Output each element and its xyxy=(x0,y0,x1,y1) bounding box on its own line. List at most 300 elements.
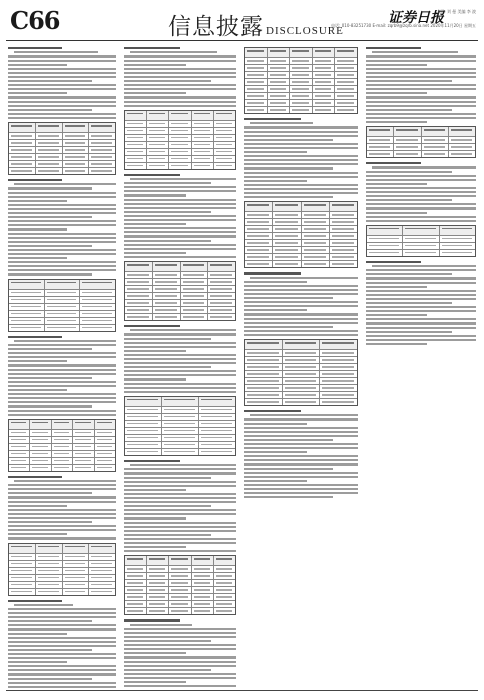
text-line xyxy=(124,64,186,66)
table-cell xyxy=(147,149,169,155)
table-cell xyxy=(52,458,73,464)
text-line xyxy=(244,309,307,311)
text-line xyxy=(8,105,116,107)
table-cell xyxy=(125,142,147,148)
text-line xyxy=(244,451,307,453)
table-cell xyxy=(245,219,273,225)
table-cell xyxy=(320,378,357,384)
text-line xyxy=(244,172,358,174)
table-row xyxy=(367,250,475,256)
table-cell xyxy=(9,123,36,132)
table-row xyxy=(367,151,475,157)
table-cell xyxy=(36,544,63,553)
text-line xyxy=(8,344,116,346)
table-cell xyxy=(273,240,301,246)
table-cell xyxy=(302,261,330,267)
table-cell xyxy=(52,437,73,443)
table-cell xyxy=(147,587,169,593)
table-row xyxy=(125,300,235,307)
table-row xyxy=(245,385,357,392)
table-cell xyxy=(36,140,63,146)
text-line xyxy=(8,265,116,267)
table-cell xyxy=(169,594,191,600)
table-cell xyxy=(208,307,235,313)
text-line xyxy=(124,227,236,229)
text-line xyxy=(124,632,236,634)
table-cell xyxy=(313,86,336,92)
table-cell xyxy=(367,127,394,136)
text-line xyxy=(8,220,116,222)
text-line xyxy=(8,525,116,527)
text-line xyxy=(8,208,116,210)
text-line xyxy=(124,354,236,356)
table-cell xyxy=(449,137,475,143)
text-line xyxy=(124,497,236,499)
table-cell xyxy=(199,414,235,420)
table-cell xyxy=(36,133,63,139)
text-line xyxy=(244,330,358,332)
table-cell xyxy=(169,156,191,162)
table-cell xyxy=(192,594,214,600)
text-line xyxy=(124,391,236,393)
table-cell xyxy=(169,566,191,572)
table-cell xyxy=(199,407,235,413)
text-line xyxy=(130,329,236,331)
table-row xyxy=(245,371,357,378)
text-line xyxy=(8,496,116,498)
table-cell xyxy=(245,86,268,92)
text-line xyxy=(124,387,236,389)
table-cell xyxy=(302,219,330,225)
table-cell xyxy=(169,556,191,565)
text-line xyxy=(244,126,358,128)
text-line xyxy=(8,241,116,243)
text-line xyxy=(130,51,217,53)
table-row xyxy=(125,293,235,300)
table-row xyxy=(245,399,357,405)
text-line xyxy=(8,101,116,103)
text-line xyxy=(8,637,116,639)
table-cell xyxy=(181,314,209,320)
text-line xyxy=(124,333,236,335)
table-row xyxy=(245,340,357,350)
text-line xyxy=(8,192,116,194)
table-cell xyxy=(290,58,313,64)
table-cell xyxy=(268,72,291,78)
text-line xyxy=(8,352,116,354)
table-cell xyxy=(214,163,235,169)
table-cell xyxy=(181,286,209,292)
text-line xyxy=(366,105,476,107)
table-cell xyxy=(169,608,191,614)
table-cell xyxy=(313,79,336,85)
table-cell xyxy=(9,458,30,464)
article-subheading xyxy=(124,619,180,621)
table-cell xyxy=(162,421,199,427)
text-line xyxy=(366,216,476,218)
text-line xyxy=(244,188,358,190)
editors-credit: 制作 刘 曼 美编 李 波 xyxy=(437,9,476,14)
text-line xyxy=(8,113,116,115)
text-line xyxy=(8,204,116,206)
table-cell xyxy=(330,261,357,267)
table-cell xyxy=(45,325,81,331)
text-line xyxy=(8,628,116,630)
table-cell xyxy=(73,444,94,450)
text-line xyxy=(124,211,211,213)
table-cell xyxy=(9,437,30,443)
table-cell xyxy=(208,279,235,285)
table-cell xyxy=(245,357,283,363)
text-line xyxy=(124,366,211,368)
text-line xyxy=(8,521,92,523)
text-line xyxy=(8,608,116,610)
text-line xyxy=(244,468,333,470)
text-line xyxy=(366,314,427,316)
text-line xyxy=(8,641,116,643)
table-row xyxy=(9,304,115,311)
text-line xyxy=(124,88,236,90)
text-line xyxy=(8,261,116,263)
data-table xyxy=(244,339,358,406)
table-cell xyxy=(125,149,147,155)
text-line xyxy=(124,223,186,225)
table-cell xyxy=(335,93,357,99)
table-row xyxy=(125,286,235,293)
table-cell xyxy=(313,100,336,106)
table-cell xyxy=(208,314,235,320)
text-line xyxy=(8,484,116,486)
table-cell xyxy=(313,93,336,99)
footer-rule xyxy=(6,690,478,691)
table-cell xyxy=(147,121,169,127)
table-cell xyxy=(30,420,51,429)
text-line xyxy=(124,199,236,201)
table-row xyxy=(125,414,235,421)
text-line xyxy=(244,480,307,482)
text-line xyxy=(244,435,358,437)
table-cell xyxy=(335,100,357,106)
text-line xyxy=(244,163,358,165)
table-cell xyxy=(273,254,301,260)
text-line xyxy=(244,427,358,429)
table-cell xyxy=(214,556,235,565)
table-cell xyxy=(125,421,162,427)
text-line xyxy=(244,293,358,295)
text-line xyxy=(244,281,307,283)
text-line xyxy=(366,60,476,62)
table-row xyxy=(9,575,115,582)
text-line xyxy=(124,517,186,519)
table-cell xyxy=(214,580,235,586)
text-line xyxy=(124,358,236,360)
table-cell xyxy=(273,226,301,232)
table-cell xyxy=(153,307,181,313)
table-cell xyxy=(440,236,475,242)
table-cell xyxy=(73,451,94,457)
table-cell xyxy=(9,147,36,153)
table-cell xyxy=(73,430,94,436)
table-cell xyxy=(125,397,162,406)
article-subheading xyxy=(244,272,301,274)
table-cell xyxy=(192,163,214,169)
text-line xyxy=(244,496,333,498)
text-line xyxy=(366,199,452,201)
table-cell xyxy=(214,566,235,572)
text-line xyxy=(8,616,116,618)
table-cell xyxy=(335,65,357,71)
text-line xyxy=(8,364,116,366)
masthead xyxy=(6,4,478,41)
table-cell xyxy=(9,430,30,436)
table-cell xyxy=(214,573,235,579)
table-cell xyxy=(147,135,169,141)
article-subheading xyxy=(366,162,421,164)
text-line xyxy=(124,215,236,217)
text-line xyxy=(8,212,116,214)
table-cell xyxy=(9,420,30,429)
text-line xyxy=(244,155,358,157)
table-cell xyxy=(320,399,357,405)
table-cell xyxy=(313,58,336,64)
table-cell xyxy=(245,378,283,384)
text-line xyxy=(14,183,116,185)
text-line xyxy=(366,88,476,90)
data-table xyxy=(8,543,116,596)
text-line xyxy=(8,645,116,647)
text-line xyxy=(8,517,116,519)
table-cell xyxy=(192,149,214,155)
table-cell xyxy=(199,428,235,434)
text-line xyxy=(8,492,92,494)
table-row xyxy=(9,140,115,147)
table-cell xyxy=(290,79,313,85)
table-cell xyxy=(245,65,268,71)
table-cell xyxy=(162,428,199,434)
text-line xyxy=(8,76,116,78)
text-line xyxy=(244,439,333,441)
table-cell xyxy=(320,364,357,370)
text-line xyxy=(366,310,476,312)
data-table xyxy=(244,201,358,268)
table-cell xyxy=(45,280,81,289)
text-line xyxy=(366,195,476,197)
table-cell xyxy=(320,371,357,377)
table-cell xyxy=(36,161,63,167)
table-cell xyxy=(125,435,162,441)
text-line xyxy=(8,612,116,614)
text-line xyxy=(366,343,427,345)
table-cell xyxy=(63,140,90,146)
text-line xyxy=(124,240,211,242)
table-cell xyxy=(273,247,301,253)
table-cell xyxy=(422,127,449,136)
table-cell xyxy=(52,430,73,436)
table-row xyxy=(245,261,357,267)
text-line xyxy=(366,302,452,304)
table-cell xyxy=(95,458,115,464)
text-line xyxy=(130,464,236,466)
table-cell xyxy=(330,247,357,253)
text-line xyxy=(124,681,186,683)
table-cell xyxy=(273,233,301,239)
table-cell xyxy=(192,556,214,565)
text-line xyxy=(124,203,236,205)
table-cell xyxy=(125,594,147,600)
table-cell xyxy=(169,128,191,134)
table-cell xyxy=(268,93,291,99)
text-line xyxy=(124,231,236,233)
table-cell xyxy=(330,226,357,232)
text-line xyxy=(124,644,236,646)
table-cell xyxy=(153,286,181,292)
table-row xyxy=(9,123,115,133)
table-row xyxy=(245,86,357,93)
text-line xyxy=(124,485,236,487)
text-line xyxy=(124,338,211,340)
text-line xyxy=(8,253,116,255)
table-row xyxy=(9,133,115,140)
table-cell xyxy=(440,250,475,256)
text-line xyxy=(14,51,98,53)
table-row xyxy=(125,149,235,156)
text-line xyxy=(366,220,476,222)
text-line xyxy=(124,677,236,679)
table-cell xyxy=(89,168,115,174)
text-line xyxy=(8,533,67,535)
table-row xyxy=(125,556,235,566)
table-row xyxy=(245,202,357,212)
data-table xyxy=(124,396,236,456)
data-table xyxy=(366,126,476,158)
table-cell xyxy=(125,601,147,607)
table-cell xyxy=(245,93,268,99)
section-title-cn: 信息披露 xyxy=(168,14,264,40)
table-cell xyxy=(9,318,45,324)
table-row xyxy=(367,236,475,243)
table-cell xyxy=(125,442,162,448)
table-cell xyxy=(268,48,291,57)
text-line xyxy=(124,530,236,532)
table-row xyxy=(9,290,115,297)
text-line xyxy=(366,327,476,329)
table-cell xyxy=(335,58,357,64)
text-line xyxy=(366,339,476,341)
table-cell xyxy=(422,144,449,150)
text-line xyxy=(366,282,476,284)
table-cell xyxy=(214,149,235,155)
text-line xyxy=(8,397,116,399)
table-cell xyxy=(147,156,169,162)
text-line xyxy=(244,147,358,149)
table-cell xyxy=(290,100,313,106)
text-line xyxy=(366,187,476,189)
table-row xyxy=(9,168,115,174)
table-row xyxy=(367,243,475,250)
table-cell xyxy=(147,601,169,607)
table-cell xyxy=(302,212,330,218)
table-cell xyxy=(45,297,81,303)
text-line xyxy=(8,200,67,202)
table-cell xyxy=(9,280,45,289)
table-cell xyxy=(125,286,153,292)
text-line xyxy=(8,620,92,622)
table-cell xyxy=(162,397,199,406)
table-cell xyxy=(125,414,162,420)
table-row xyxy=(9,458,115,465)
text-line xyxy=(124,248,236,250)
table-cell xyxy=(45,311,81,317)
table-row xyxy=(245,212,357,219)
table-cell xyxy=(169,601,191,607)
text-line xyxy=(124,378,186,380)
text-line xyxy=(8,633,67,635)
table-row xyxy=(9,544,115,554)
text-line xyxy=(244,167,333,169)
text-line xyxy=(124,101,236,103)
text-line xyxy=(124,194,186,196)
text-line xyxy=(124,648,236,650)
text-line xyxy=(124,673,236,675)
table-cell xyxy=(36,568,63,574)
table-cell xyxy=(245,100,268,106)
table-cell xyxy=(192,573,214,579)
table-row xyxy=(245,350,357,357)
table-row xyxy=(367,226,475,236)
table-cell xyxy=(73,458,94,464)
table-cell xyxy=(36,123,63,132)
table-row xyxy=(9,420,115,430)
table-cell xyxy=(313,107,336,113)
text-line xyxy=(8,373,116,375)
table-cell xyxy=(290,93,313,99)
table-cell xyxy=(36,575,63,581)
table-cell xyxy=(335,48,357,57)
table-cell xyxy=(9,465,30,471)
table-cell xyxy=(169,142,191,148)
table-cell xyxy=(9,444,30,450)
text-line xyxy=(366,55,476,57)
table-cell xyxy=(422,137,449,143)
table-cell xyxy=(440,226,475,235)
table-cell xyxy=(290,48,313,57)
text-line xyxy=(366,179,476,181)
table-cell xyxy=(169,149,191,155)
text-line xyxy=(8,187,92,189)
table-cell xyxy=(89,147,115,153)
table-cell xyxy=(125,128,147,134)
text-line xyxy=(8,686,116,688)
table-cell xyxy=(89,154,115,160)
table-cell xyxy=(125,111,147,120)
text-line xyxy=(124,489,186,491)
table-row xyxy=(245,364,357,371)
text-line xyxy=(8,72,116,74)
table-cell xyxy=(9,290,45,296)
table-row xyxy=(125,421,235,428)
table-cell xyxy=(125,307,153,313)
table-row xyxy=(9,297,115,304)
table-cell xyxy=(9,575,36,581)
text-line xyxy=(124,665,236,667)
table-cell xyxy=(52,465,73,471)
table-cell xyxy=(147,580,169,586)
table-cell xyxy=(208,286,235,292)
table-cell xyxy=(273,202,301,211)
table-cell xyxy=(80,311,115,317)
table-row xyxy=(9,430,115,437)
table-cell xyxy=(63,575,90,581)
